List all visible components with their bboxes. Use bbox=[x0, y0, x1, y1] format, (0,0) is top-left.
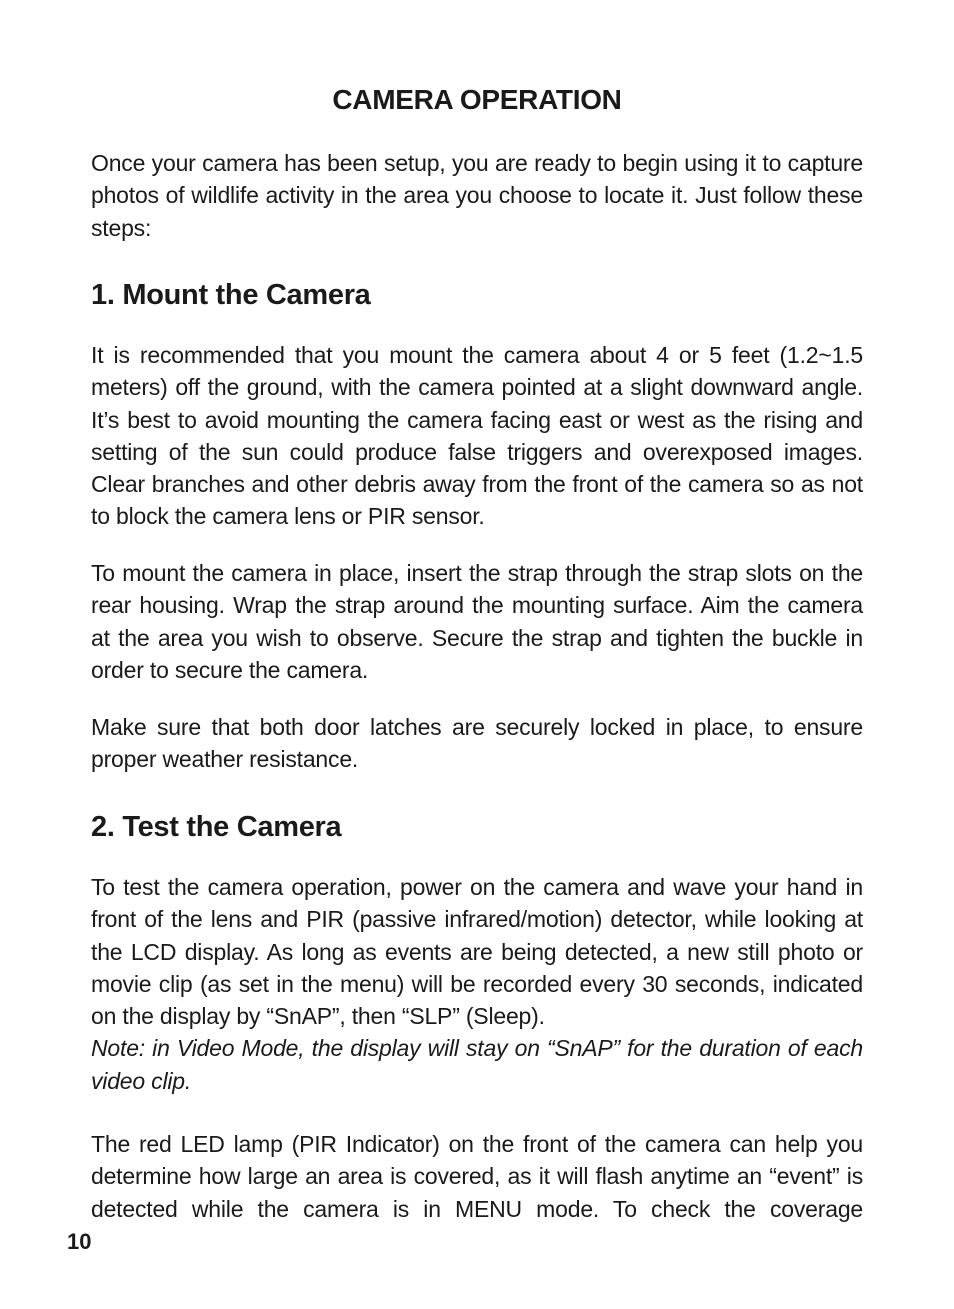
mount-paragraph-2: To mount the camera in place, insert the strap through the strap slots on the rear housing. Wrap the strap around the mounting surface. Aim the camera at the area you wish to observe. Secure the strap and tighten the buckle in order to secure the camera. bbox=[91, 560, 863, 683]
intro-paragraph-block bbox=[91, 147, 863, 244]
intro-paragraph: Once your camera has been setup, you are ready to begin using it to capture photos of wildlife activity in the area you choose to locate it. Just follow these steps: bbox=[91, 150, 863, 241]
mount-paragraph-3-block bbox=[91, 711, 863, 776]
test-paragraph-1: To test the camera operation, power on the camera and wave your hand in front of the lens and PIR (passive infrared/motion) detector, while looking at the LCD display. As long as events are being detected, a new still photo or movie clip (as set in the menu) will be recorded every 30 seconds, indicated on the display by “SnAP”, then “SLP” (Sleep). bbox=[91, 874, 863, 1030]
video-mode-note: Note: in Video Mode, the display will stay on “SnAP” for the duration of each video clip. bbox=[91, 1035, 863, 1094]
mount-paragraph-3: Make sure that both door latches are securely locked in place, to ensure proper weather resistance. bbox=[91, 714, 863, 773]
test-paragraph-1-block bbox=[91, 871, 863, 1097]
mount-paragraph-1: It is recommended that you mount the camera about 4 or 5 feet (1.2~1.5 meters) off the ground, with the camera pointed at a slight downward angle. It’s best to avoid mounting the camera facing east or west as the rising and setting of the sun could produce false triggers and overexposed images. Clear branches and other debris away from the front of the camera so as not to block the camera lens or PIR sensor. bbox=[91, 342, 863, 530]
page-number: 10 bbox=[67, 1229, 92, 1254]
section-heading-test: 2. Test the Camera bbox=[91, 811, 342, 843]
section-heading-mount: 1. Mount the Camera bbox=[91, 279, 371, 311]
mount-paragraph-2-block bbox=[91, 557, 863, 686]
page-title: CAMERA OPERATION bbox=[332, 84, 622, 115]
test-paragraph-2: The red LED lamp (PIR Indicator) on the front of the camera can help you determine how large an area is covered, as it will flash anytime an “event” is detected while the camera is in MENU mode. To check the coverage bbox=[91, 1131, 863, 1222]
mount-paragraph-1-block bbox=[91, 339, 863, 533]
test-paragraph-2-block bbox=[91, 1128, 863, 1225]
